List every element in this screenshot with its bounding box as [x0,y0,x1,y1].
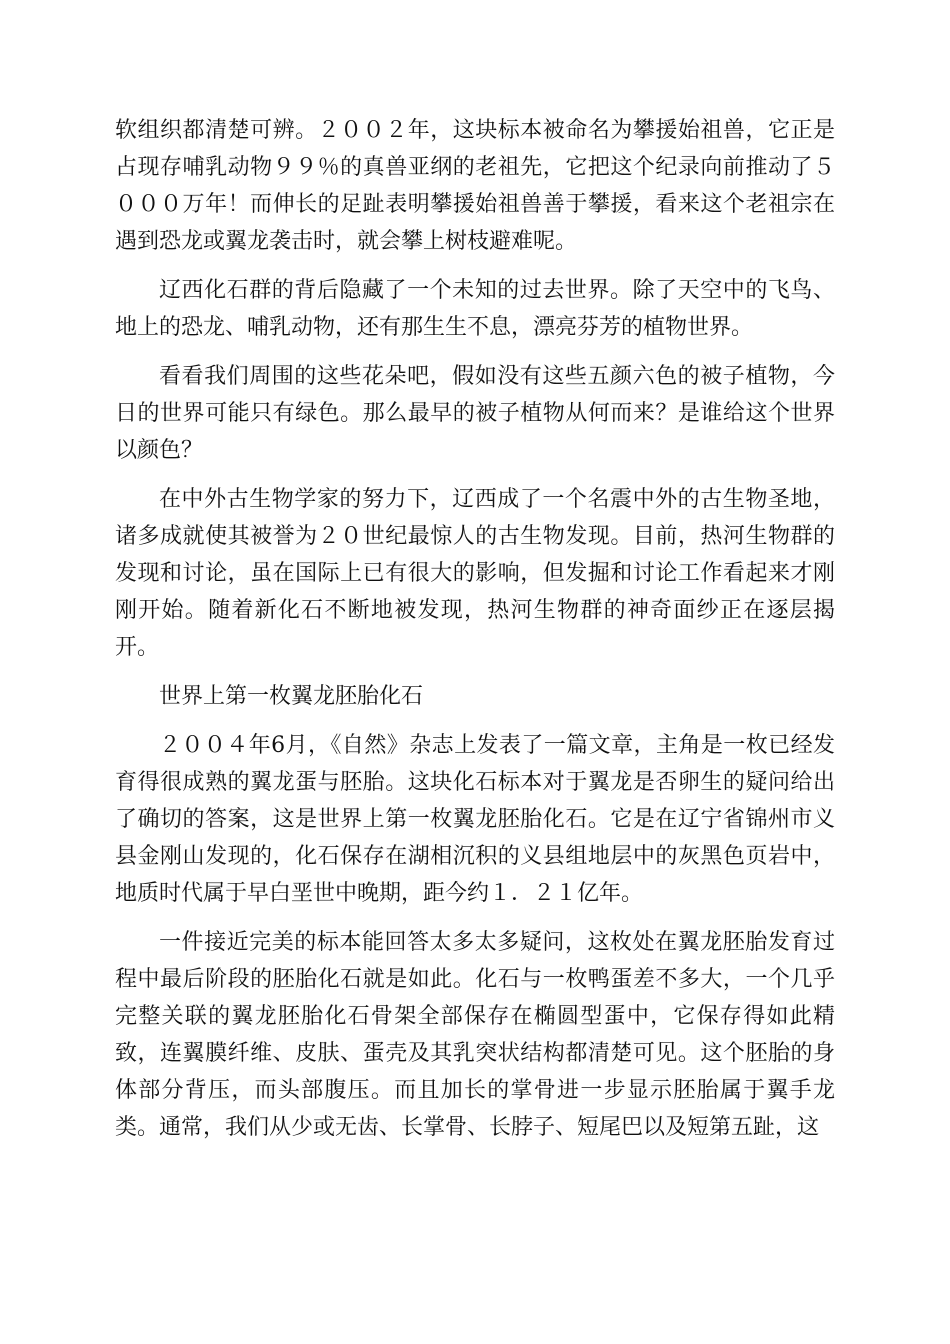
paragraph-1: 软组织都清楚可辨。２００２年，这块标本被命名为攀援始祖兽，它正是占现存哺乳动物９９％的真兽亚纲的老祖先，它把这个纪录向前推动了５０００万年！而伸长的足趾表明攀援始祖兽善于攀援，看来这个老祖宗在遇到恐龙或翼龙袭击时，就会攀上树枝避难呢。 [115,118,835,254]
paragraph-5: ２００４年6月，《自然》杂志上发表了一篇文章，主角是一枚已经发育得很成熟的翼龙蛋与胚胎。这块化石标本对于翼龙是否卵生的疑问给出了确切的答案，这是世界上第一枚翼龙胚胎化石。它是在辽宁省锦州市义县金刚山发现的，化石保存在湖相沉积的义县组地层中的灰黑色页岩中，地质时代属于早白垩世中晚期，距今约１．２１亿年。 [115,733,835,906]
paragraph-6: 一件接近完美的标本能回答太多太多疑问，这枚处在翼龙胚胎发育过程中最后阶段的胚胎化石就是如此。化石与一枚鸭蛋差不多大，一个几乎完整关联的翼龙胚胎化石骨架全部保存在椭圆型蛋中，它保存得如此精致，连翼膜纤维、皮肤、蛋壳及其乳突状结构都清楚可见。这个胚胎的身体部分背压，而头部腹压。而且加长的掌骨进一步显示胚胎属于翼手龙类。通常，我们从少或无齿、长掌骨、长脖子、短尾巴以及短第五趾，这 [115,930,835,1140]
paragraph-4: 在中外古生物学家的努力下，辽西成了一个名震中外的古生物圣地，诸多成就使其被誉为２０世纪最惊人的古生物发现。目前，热河生物群的发现和讨论，虽在国际上已有很大的影响，但发掘和讨论工作看起来才刚刚开始。随着新化石不断地被发现，热河生物群的神奇面纱正在逐层揭开。 [115,487,835,660]
paragraph-2: 辽西化石群的背后隐藏了一个未知的过去世界。除了天空中的飞鸟、地上的恐龙、哺乳动物，还有那生生不息，漂亮芬芳的植物世界。 [115,278,835,340]
section-heading: 世界上第一枚翼龙胚胎化石 [159,684,424,709]
document-body [115,112,835,1158]
paragraph-3: 看看我们周围的这些花朵吧，假如没有这些五颜六色的被子植物，今日的世界可能只有绿色。那么最早的被子植物从何而来？是谁给这个世界以颜色？ [115,364,835,463]
